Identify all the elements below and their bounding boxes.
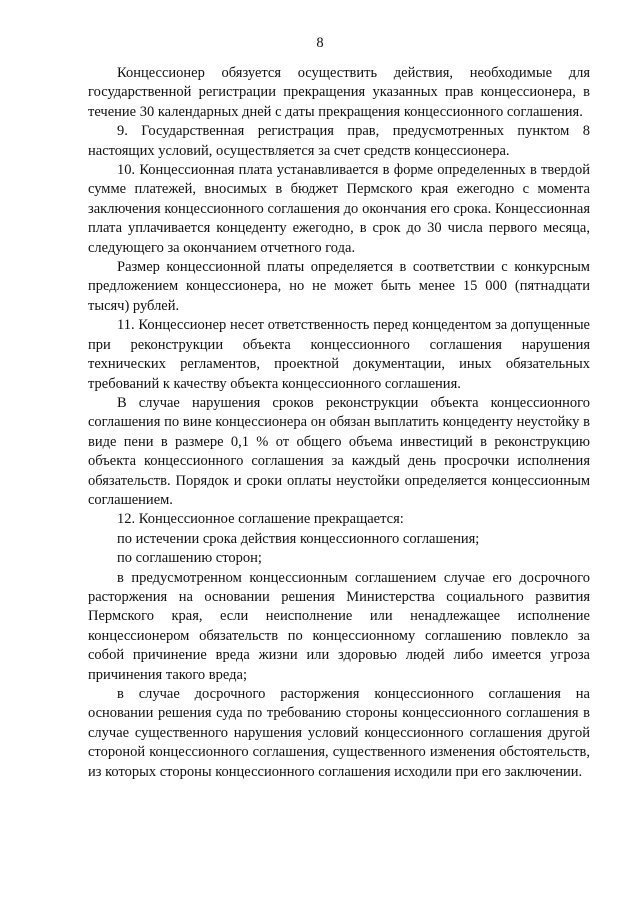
document-body [88, 64, 590, 782]
paragraph-item-9: 9. Государственная регистрация прав, предусмотренных пунктом 8 настоящих условий, осуществляется за счет средств концессионера. [88, 123, 590, 159]
paragraph-concession-fee-size: Размер концессионной платы определяется в соответствии с конкурсным предложением концессионера, но не может быть менее 15 000 (пятнадцати тысяч) рублей. [88, 259, 590, 314]
paragraph-termination-expiry: по истечении срока действия концессионного соглашения; [117, 530, 480, 547]
paragraph-item-11: 11. Концессионер несет ответственность перед концедентом за допущенные при реконструкции объекта концессионного соглашения нарушения технических регламентов, проектной документации, иных обязательных требований к качеству объекта концессионного соглашения. [88, 317, 590, 392]
paragraph-termination-court-decision: в случае досрочного расторжения концессионного соглашения на основании решения суда по требованию стороны концессионного соглашения в случае существенного нарушения условий концессионного соглашения другой стороной концессионного соглашения, существенного изменения обстоятельств, из которых стороны концессионного соглашения исходили при его заключении. [88, 686, 590, 780]
paragraph-penalty: В случае нарушения сроков реконструкции объекта концессионного соглашения по вине концессионера он обязан выплатить концеденту неустойку в виде пени в размере 0,1 % от общего объема инвестиций в реконструкцию объекта концессионного соглашения за каждый день просрочки исполнения обязательств. Порядок и сроки оплаты неустойки определяется концессионным соглашением. [88, 394, 590, 508]
paragraph-termination-ministry-decision: в предусмотренном концессионным соглашением случае его досрочного расторжения на основании решения Министерства социального развития Пермского края, если неисполнение или ненадлежащее исполнение концессионером обязательств по концессионному соглашению повлекло за собой причинение вреда жизни или здоровью людей либо имеется угроза причинения такого вреда; [88, 569, 590, 683]
paragraph-registration-obligation: Концессионер обязуется осуществить действия, необходимые для государственной регистрации прекращения указанных прав концессионера, в течение 30 календарных дней с даты прекращения концессионного соглашения. [88, 65, 590, 120]
paragraph-item-10: 10. Концессионная плата устанавливается в форме определенных в твердой сумме платежей, вносимых в бюджет Пермского края ежегодно с момента заключения концессионного соглашения до окончания его срока. Концессионная плата уплачивается концеденту ежегодно, в срок до 30 числа первого месяца, следующего за окончанием отчетного года. [88, 162, 590, 256]
paragraph-item-12: 12. Концессионное соглашение прекращается: [117, 511, 404, 528]
page-number: 8 [316, 35, 324, 51]
paragraph-termination-agreement: по соглашению сторон; [117, 550, 262, 567]
